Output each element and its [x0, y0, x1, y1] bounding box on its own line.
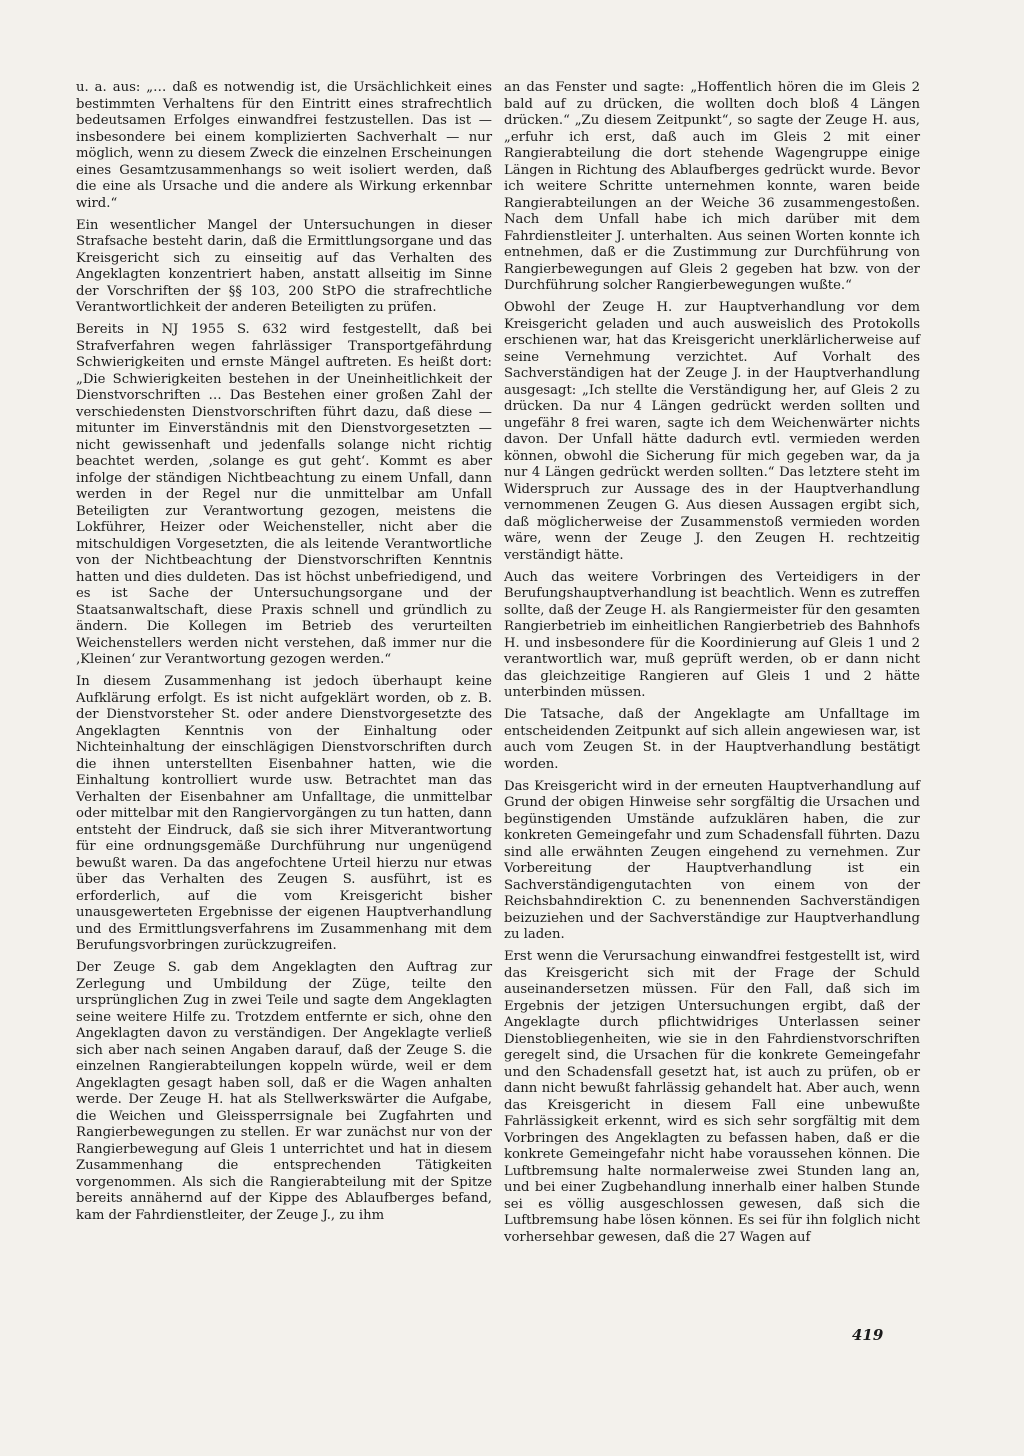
paragraph: Das Kreisgericht wird in der erneuten Hauptverhandlung auf Grund der obigen Hinweise sehr sorgfältig die Ursachen und begünstigenden Umstände aufzuklären haben, die zur konkreten Gemeingefahr und zum Schadensfall führten. Dazu sind alle erwähnten Zeugen eingehend zu vernehmen. Zur Vorbereitung der Hauptverhandlung ist ein Sachverständigengutachten von einem von der Reichsbahndirektion C. zu benennenden Sachverständigen beizuziehen und der Sachverständige zur Hauptverhandlung zu laden.	[504, 778, 920, 942]
paragraph: Auch das weitere Vorbringen des Verteidigers in der Berufungshauptverhandlung ist beachtlich. Wenn es zutreffen sollte, daß der Zeuge H. als Rangiermeister für den gesamten Rangierbetrieb im einheitlichen Rangierbetrieb des Bahnhofs H. und insbesondere für die Koordinierung auf Gleis 1 und 2 verantwortlich war, muß geprüft werden, ob er dann nicht das gleichzeitige Rangieren auf Gleis 1 und 2 hätte unterbinden müssen.	[504, 569, 920, 700]
paragraph: Obwohl der Zeuge H. zur Hauptverhandlung vor dem Kreisgericht geladen und auch ausweislich des Protokolls erschienen war, hat das Kreisgericht unerklärlicherweise auf seine Vernehmung verzichtet. Auf Vorhalt des Sachverständigen hat der Zeuge J. in der Hauptverhandlung ausgesagt: „Ich stellte die Verständigung her, auf Gleis 2 zu drücken. Da nur 4 Längen gedrückt werden sollten und ungefähr 8 frei waren, sagte ich dem Weichenwärter nichts davon. Der Unfall hätte dadurch evtl. vermieden werden können, obwohl die Sicherung für mich gegeben war, da ja nur 4 Längen gedrückt werden sollten.“ Das letztere steht im Widerspruch zur Aussage des in der Hauptverhandlung vernommenen Zeugen G. Aus diesen Aussagen ergibt sich, daß möglicherweise der Zusammenstoß vermieden worden wäre, wenn der Zeuge J. den Zeugen H. rechtzeitig verständigt hätte.	[504, 300, 920, 563]
paragraph: u. a. aus: „… daß es notwendig ist, die Ursächlichkeit eines bestimmten Verhaltens für den Eintritt eines strafrechtlich bedeutsamen Erfolges einwandfrei festzustellen. Das ist — insbesondere bei einem komplizierten Sachverhalt — nur möglich, wenn zu diesem Zweck die einzelnen Erscheinungen eines Gesamtzusammenhangs so weit isoliert werden, daß die eine als Ursache und die andere als Wirkung erkennbar wird.“	[76, 80, 492, 211]
paragraph: Der Zeuge S. gab dem Angeklagten den Auftrag zur Zerlegung und Umbildung der Züge, teilte den ursprünglichen Zug in zwei Teile und sagte dem Angeklagten seine weitere Hilfe zu. Trotzdem entfernte er sich, ohne den Angeklagten davon zu verständigen. Der Angeklagte verließ sich aber nach seinen Angaben darauf, daß der Zeuge S. die einzelnen Rangierabteilungen koppeln würde, weil er dem Angeklagten gesagt haben soll, daß er die Wagen anhalten werde. Der Zeuge H. hat als Stellwerkswärter die Aufgabe, die Weichen und Gleissperrsignale bei Zugfahrten und Rangierbewegungen zu stellen. Er war zunächst nur von der Rangierbewegung auf Gleis 1 unterrichtet und hat in diesem Zusammenhang die entsprechenden Tätigkeiten vorgenommen. Als sich die Rangierabteilung mit der Spitze bereits annähernd auf der Kippe des Ablaufberges befand, kam der Fahrdienstleiter, der Zeuge J., zu ihm	[76, 960, 492, 1223]
page-number: 419	[852, 1326, 884, 1344]
left-column	[76, 80, 492, 1230]
paragraph: Bereits in NJ 1955 S. 632 wird festgestellt, daß bei Strafverfahren wegen fahrlässiger Transportgefährdung Schwierigkeiten und ernste Mängel auftreten. Es heißt dort: „Die Schwierigkeiten bestehen in der Uneinheitlichkeit der Dienstvorschriften … Das Bestehen einer großen Zahl der verschiedensten Dienstvorschriften führt dazu, daß diese — mitunter im Einverständnis mit den Dienstvorgesetzten — nicht gewissenhaft und jedenfalls solange nicht richtig beachtet werden, ‚solange es gut geht‘. Kommt es aber infolge der ständigen Nichtbeachtung zu einem Unfall, dann werden in der Regel nur die unmittelbar am Unfall Beteiligten zur Verantwortung gezogen, meistens die Lokführer, Heizer oder Weichensteller, nicht aber die mitschuldigen Vorgesetzten, die als leitende Verantwortliche von der Nichtbeachtung der Dienstvorschriften Kenntnis hatten und dies duldeten. Das ist höchst unbefriedigend, und es ist Sache der Untersuchungsorgane und der Staatsanwaltschaft, diese Praxis schnell und gründlich zu ändern. Die Kollegen im Betrieb des verurteilten Weichenstellers werden nicht verstehen, daß immer nur die ‚Kleinen‘ zur Verantwortung gezogen werden.“	[76, 322, 492, 667]
paragraph: Die Tatsache, daß der Angeklagte am Unfalltage im entscheidenden Zeitpunkt auf sich allein angewiesen war, ist auch vom Zeugen St. in der Hauptverhandlung bestätigt worden.	[504, 707, 920, 772]
paragraph: an das Fenster und sagte: „Hoffentlich hören die im Gleis 2 bald auf zu drücken, die wollten doch bloß 4 Längen drücken.“ „Zu diesem Zeitpunkt“, so sagte der Zeuge H. aus, „erfuhr ich erst, daß auch im Gleis 2 mit einer Rangierabteilung die dort stehende Wagengruppe einige Längen in Richtung des Ablaufberges gedrückt wurde. Bevor ich weitere Schritte unternehmen konnte, waren beide Rangierabteilungen an der Weiche 36 zusammengestoßen. Nach dem Unfall habe ich mich darüber mit dem Fahrdienstleiter J. unterhalten. Aus seinen Worten konnte ich entnehmen, daß er die Zustimmung zur Durchführung von Rangierbewegungen auf Gleis 2 gegeben hat bzw. von der Durchführung solcher Rangierbewegungen wußte.“	[504, 80, 920, 293]
paragraph: Ein wesentlicher Mangel der Untersuchungen in dieser Strafsache besteht darin, daß die Ermittlungsorgane und das Kreisgericht sich zu einseitig auf das Verhalten des Angeklagten konzentriert haben, anstatt allseitig im Sinne der Vorschriften der §§ 103, 200 StPO die strafrechtliche Verantwortlichkeit der anderen Beteiligten zu prüfen.	[76, 217, 492, 315]
right-column	[504, 80, 920, 1252]
paragraph: In diesem Zusammenhang ist jedoch überhaupt keine Aufklärung erfolgt. Es ist nicht aufgeklärt worden, ob z. B. der Dienstvorsteher St. oder andere Dienstvorgesetzte des Angeklagten Kenntnis von der Einhaltung oder Nichteinhaltung der einschlägigen Dienstvorschriften durch die ihnen unterstellten Eisenbahner hatten, wie die Einhaltung kontrolliert wurde usw. Betrachtet man das Verhalten der Eisenbahner am Unfalltage, die unmittelbar oder mittelbar mit den Rangiervorgängen zu tun hatten, dann entsteht der Eindruck, daß sie sich ihrer Mitverantwortung für eine ordnungsgemäße Durchführung nur ungenügend bewußt waren. Da das angefochtene Urteil hierzu nur etwas über das Verhalten des Zeugen S. ausführt, ist es erforderlich, auf die vom Kreisgericht bisher unausgewerteten Ergebnisse der eigenen Hauptverhandlung und des Ermittlungsverfahrens im Zusammenhang mit dem Berufungsvorbringen zurückzugreifen.	[76, 674, 492, 953]
paragraph: Erst wenn die Verursachung einwandfrei festgestellt ist, wird das Kreisgericht sich mit der Frage der Schuld auseinandersetzen müssen. Für den Fall, daß sich im Ergebnis der jetzigen Untersuchungen ergibt, daß der Angeklagte durch pflichtwidriges Unterlassen seiner Dienstobliegenheiten, wie sie in den Fahrdienstvorschriften geregelt sind, die Ursachen für die konkrete Gemeingefahr und den Schadensfall gesetzt hat, ist auch zu prüfen, ob er dann nicht bewußt fahrlässig gehandelt hat. Aber auch, wenn das Kreisgericht in diesem Fall eine unbewußte Fahrlässigkeit erkennt, wird es sich sehr sorgfältig mit dem Vorbringen des Angeklagten zu befassen haben, daß er die konkrete Gemeingefahr nicht habe voraussehen können. Die Luftbremsung halte normalerweise zwei Stunden lang an, und bei einer Zugbehandlung innerhalb einer halben Stunde sei es völlig ausgeschlossen gewesen, daß sich die Luftbremsung habe lösen können. Es sei für ihn folglich nicht vorhersehbar gewesen, daß die 27 Wagen auf	[504, 949, 920, 1245]
